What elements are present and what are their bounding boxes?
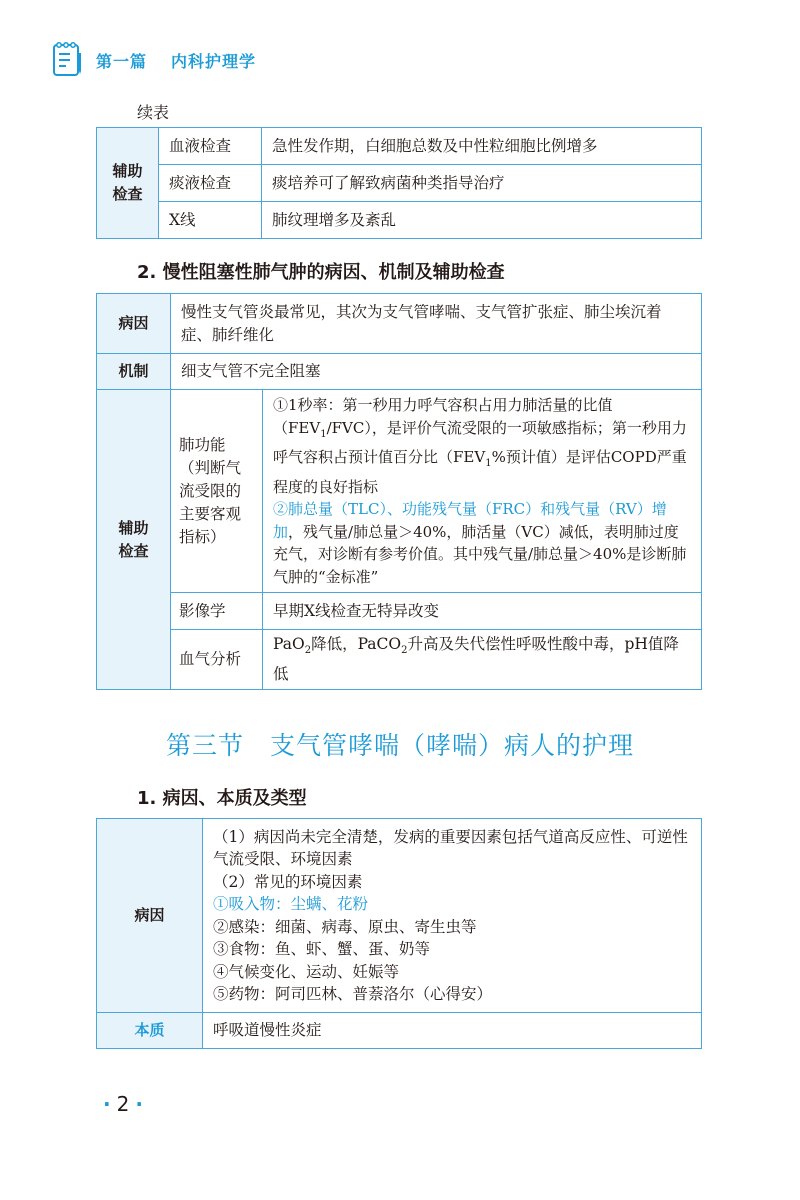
- table-row: [97, 593, 702, 630]
- factor-inhaled: ①吸入物：尘螨、花粉: [213, 895, 369, 913]
- lung-point-1: ①1秒率：第一秒用力呼气容积占用力肺活量的比值$(FEV_1/FVC)$，是评价气流受限的一项敏感指标；第一秒用力呼气容积占预计值百分比（$FEV_1\%$预计值）是评估COPD严重程度的良好指标: [273, 396, 687, 496]
- table-row: [97, 165, 702, 202]
- part-label: 第一篇: [96, 51, 148, 71]
- essence-text: 呼吸道慢性炎症: [203, 1013, 702, 1049]
- imaging-text: 早期X线检查无特异改变: [263, 593, 702, 630]
- table-row: [97, 128, 702, 165]
- exam-desc: 肺纹理增多及紊乱: [262, 202, 702, 239]
- blood-gas-label: 血气分析: [171, 630, 263, 690]
- lung-function-label: 肺功能（判断气流受限的主要客观指标）: [171, 390, 263, 593]
- aux-exam-label: 辅助检查: [97, 390, 171, 690]
- table-row: [97, 630, 702, 690]
- exam-item: 血液检查: [159, 128, 262, 165]
- table-row: [97, 294, 702, 354]
- factor-food: ③食物：鱼、虾、蟹、蛋、奶等: [213, 940, 431, 958]
- table-row: [97, 1013, 702, 1049]
- mechanism-text: 细支气管不完全阻塞: [171, 354, 702, 390]
- exam-item: X线: [159, 202, 262, 239]
- page-header: [50, 40, 256, 80]
- table-row: [97, 390, 702, 593]
- page-number: · 2 ·: [103, 1092, 143, 1116]
- copd-table: [96, 293, 702, 690]
- cause-label: 病因: [97, 294, 171, 354]
- continued-label: 续表: [137, 103, 170, 122]
- asthma-cause-label: 病因: [97, 819, 203, 1013]
- cause-text: 慢性支气管炎最常见，其次为支气管哮喘、支气管扩张症、肺尘埃沉着症、肺纤维化: [171, 294, 702, 354]
- exam-item: 痰液检查: [159, 165, 262, 202]
- exam-desc: 急性发作期，白细胞总数及中性粒细胞比例增多: [262, 128, 702, 165]
- imaging-label: 影像学: [171, 593, 263, 630]
- heading-copd: 2. 慢性阻塞性肺气肿的病因、机制及辅助检查: [137, 262, 505, 283]
- factor-drugs: ⑤药物：阿司匹林、普萘洛尔（心得安）: [213, 985, 493, 1003]
- row-header-aux-exam: 辅助检查: [97, 128, 159, 239]
- subject-label: 内科护理学: [171, 51, 257, 71]
- factor-climate: ④气候变化、运动、妊娠等: [213, 962, 400, 981]
- table-row: [97, 354, 702, 390]
- factor-infection: ②感染：细菌、病毒、原虫、寄生虫等: [213, 917, 477, 936]
- cause-line-2: （2）常见的环境因素: [213, 872, 363, 891]
- asthma-table: [96, 818, 702, 1049]
- table-row: [97, 202, 702, 239]
- section-title: 第三节 支气管哮喘（哮喘）病人的护理: [165, 731, 634, 760]
- table-row: [97, 819, 702, 1013]
- notebook-icon: [50, 41, 84, 79]
- aux-exam-table: [96, 127, 702, 239]
- essence-label: 本质: [97, 1013, 203, 1049]
- blood-gas-text: PaO$_2$降低，PaCO$_2$升高及失代偿性呼吸性酸中毒，pH值降低: [263, 630, 702, 690]
- mechanism-label: 机制: [97, 354, 171, 390]
- heading-asthma-causes: 1. 病因、本质及类型: [137, 788, 307, 809]
- exam-desc: 痰培养可了解致病菌种类指导治疗: [262, 165, 702, 202]
- lung-function-text: [263, 390, 702, 593]
- cause-line-1: （1）病因尚未完全清楚，发病的重要因素包括气道高反应性、可逆性气流受限、环境因素: [213, 827, 688, 868]
- asthma-cause-text: [203, 819, 702, 1013]
- lung-point-2: ②肺总量（TLC）、功能残气量（FRC）和残气量（RV）增加，残气量/肺总量＞40%，肺活量（VC）减低，表明肺过度充气，对诊断有参考价值。其中残气量/肺总量＞40%是诊断肺气肿的“金标准”: [273, 500, 687, 586]
